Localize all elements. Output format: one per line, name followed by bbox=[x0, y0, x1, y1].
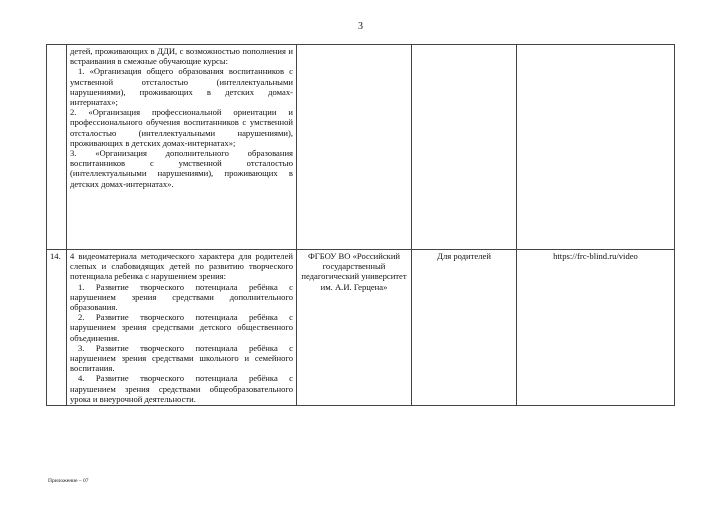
description-line: 1. «Организация общего образования воспитанников с умственной отсталостью (интеллектуальными нарушениями), проживающих в детских домах-интернатах»; bbox=[70, 66, 293, 108]
link-cell[interactable]: https://frc-blind.ru/video bbox=[517, 250, 675, 406]
description-cell bbox=[67, 45, 297, 250]
description-line: 2. «Организация профессиональной ориентации и профессионального обучения воспитанников с умственной отсталостью (интеллектуальными нарушениями), проживающих в детских домах-интернатах»; bbox=[70, 107, 293, 148]
description-line: 2. Развитие творческого потенциала ребёнка с нарушением зрения средствами детского общественного объединения. bbox=[70, 312, 293, 343]
document-table bbox=[46, 44, 675, 406]
link-cell bbox=[517, 45, 675, 250]
description-line: 3. Развитие творческого потенциала ребёнка с нарушением зрения средствами школьного и семейного воспитания. bbox=[70, 342, 293, 374]
row-number-cell bbox=[47, 45, 67, 250]
description-line: 4. Развитие творческого потенциала ребёнка с нарушением зрения средствами общеобразовательного урока и внеурочной деятельности. bbox=[70, 373, 293, 404]
row-number-cell: 14. bbox=[47, 250, 67, 406]
audience-cell bbox=[412, 45, 517, 250]
footer-note: Приложение – 07 bbox=[48, 478, 89, 484]
description-line: 1. Развитие творческого потенциала ребёнка с нарушением зрения средствами дополнительного образования. bbox=[70, 281, 293, 313]
table-row bbox=[47, 45, 675, 250]
organization-cell bbox=[297, 45, 412, 250]
description-cell bbox=[67, 250, 297, 406]
description-line: 4 видеоматериала методического характера для родителей слепых и слабовидящих детей по развитию творческого потенциала ребенка с нарушением зрения: bbox=[70, 251, 293, 282]
audience-cell: Для родителей bbox=[412, 250, 517, 406]
description-line: 3. «Организация дополнительного образования воспитанников с умственной отсталостью (интеллектуальными нарушениями), проживающих в детских домах-интернатах». bbox=[70, 148, 293, 189]
table-row bbox=[47, 250, 675, 406]
description-line: детей, проживающих в ДДИ, с возможностью пополнения и встраивания в смежные обучающие курсы: bbox=[70, 46, 293, 67]
organization-cell: ФГБОУ ВО «Российский государственный педагогический университет им. А.И. Герцена» bbox=[297, 250, 412, 406]
page-number: 3 bbox=[358, 21, 363, 32]
